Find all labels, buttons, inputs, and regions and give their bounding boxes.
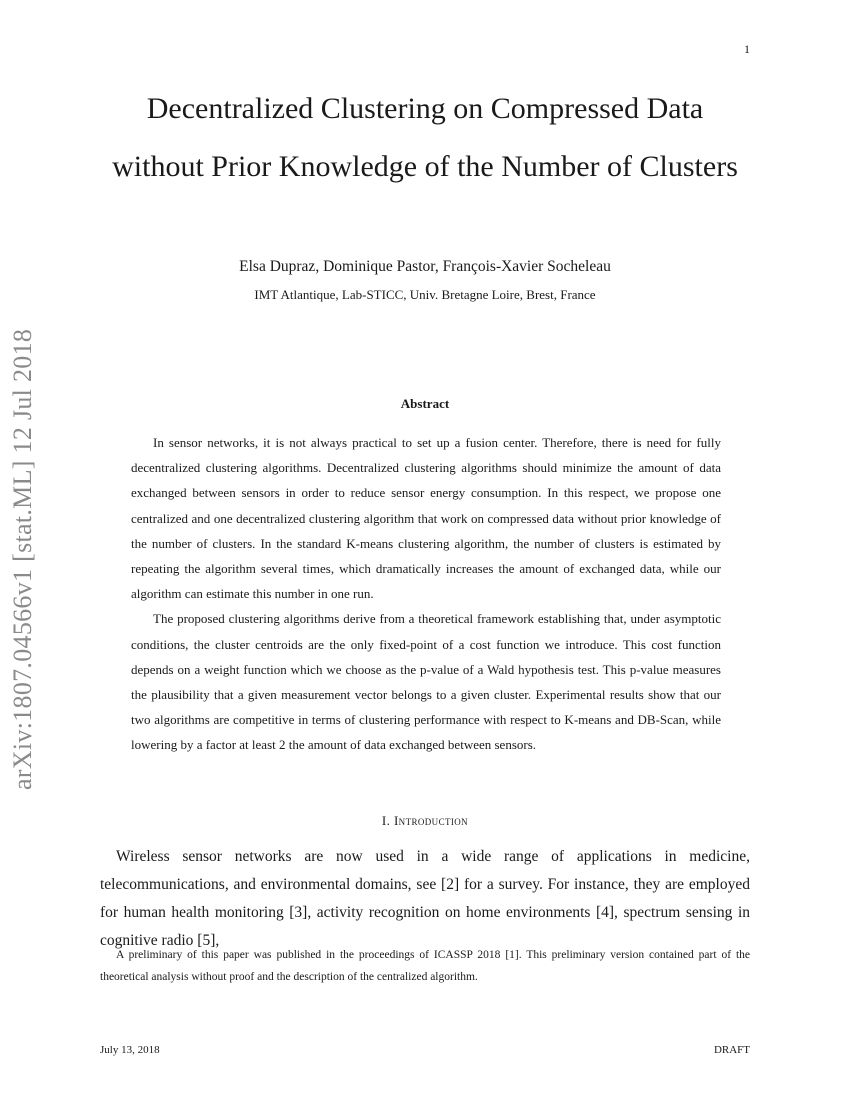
abstract-paragraph: In sensor networks, it is not always practical to set up a fusion center. Therefore, there is need for fully decentralized clustering algorithms. Decentralized clustering algorithms should minimize the amount of data exchanged between sensors in order to reduce sensor energy consumption. In this respect, we propose one centralized and one decentralized clustering algorithm that work on compressed data without prior knowledge of the number of clusters. In the standard K-means clustering algorithm, the number of clusters is estimated by repeating the algorithm several times, which dramatically increases the amount of exchanged data, while our algorithm can estimate this number in one run.	[131, 435, 721, 602]
abstract-body	[131, 430, 721, 758]
author-list: Elsa Dupraz, Dominique Pastor, François-Xavier Socheleau	[239, 258, 611, 275]
introduction-body	[100, 843, 750, 955]
section-heading-introduction	[100, 813, 750, 829]
abstract-heading: Abstract	[400, 396, 450, 411]
paper-title: Decentralized Clustering on Compressed Data without Prior Knowledge of the Number of Clusters	[112, 92, 738, 183]
footnote-text: A preliminary of this paper was published in the proceedings of ICASSP 2018 [1]. This preliminary version contained part of the theoretical analysis without proof and the description of the centralized algorithm.	[100, 949, 750, 983]
title-footnote	[100, 944, 750, 988]
section-title: Introduction	[393, 813, 469, 828]
introduction-paragraph: Wireless sensor networks are now used in a wide range of applications in medicine, telecommunications, and environmental domains, see [2] for a survey. For instance, they are employed for human health monitoring [3], activity recognition on home environments [4], spectrum sensing in cognitive radio [5],	[100, 848, 750, 949]
abstract-paragraph: The proposed clustering algorithms derive from a theoretical framework establishing that, under asymptotic conditions, the cluster centroids are the only fixed-point of a cost function we introduce. This cost function depends on a weight function which we choose as the p-value of a Wald hypothesis test. This p-value measures the plausibility that a given measurement vector belongs to a given cluster. Experimental results show that our two algorithms are competitive in terms of clustering performance with respect to K-means and DB-Scan, while lowering by a factor at least 2 the amount of data exchanged between sensors.	[131, 611, 721, 753]
arxiv-identifier-stamp: arXiv:1807.04566v1 [stat.ML] 12 Jul 2018	[8, 328, 37, 790]
author-affiliation: IMT Atlantique, Lab-STICC, Univ. Bretagne Loire, Brest, France	[254, 287, 596, 302]
section-numeral: I.	[381, 813, 391, 828]
page-number: 1	[744, 42, 750, 56]
footer-draft-label: DRAFT	[713, 1044, 750, 1056]
footer-date: July 13, 2018	[100, 1044, 160, 1056]
